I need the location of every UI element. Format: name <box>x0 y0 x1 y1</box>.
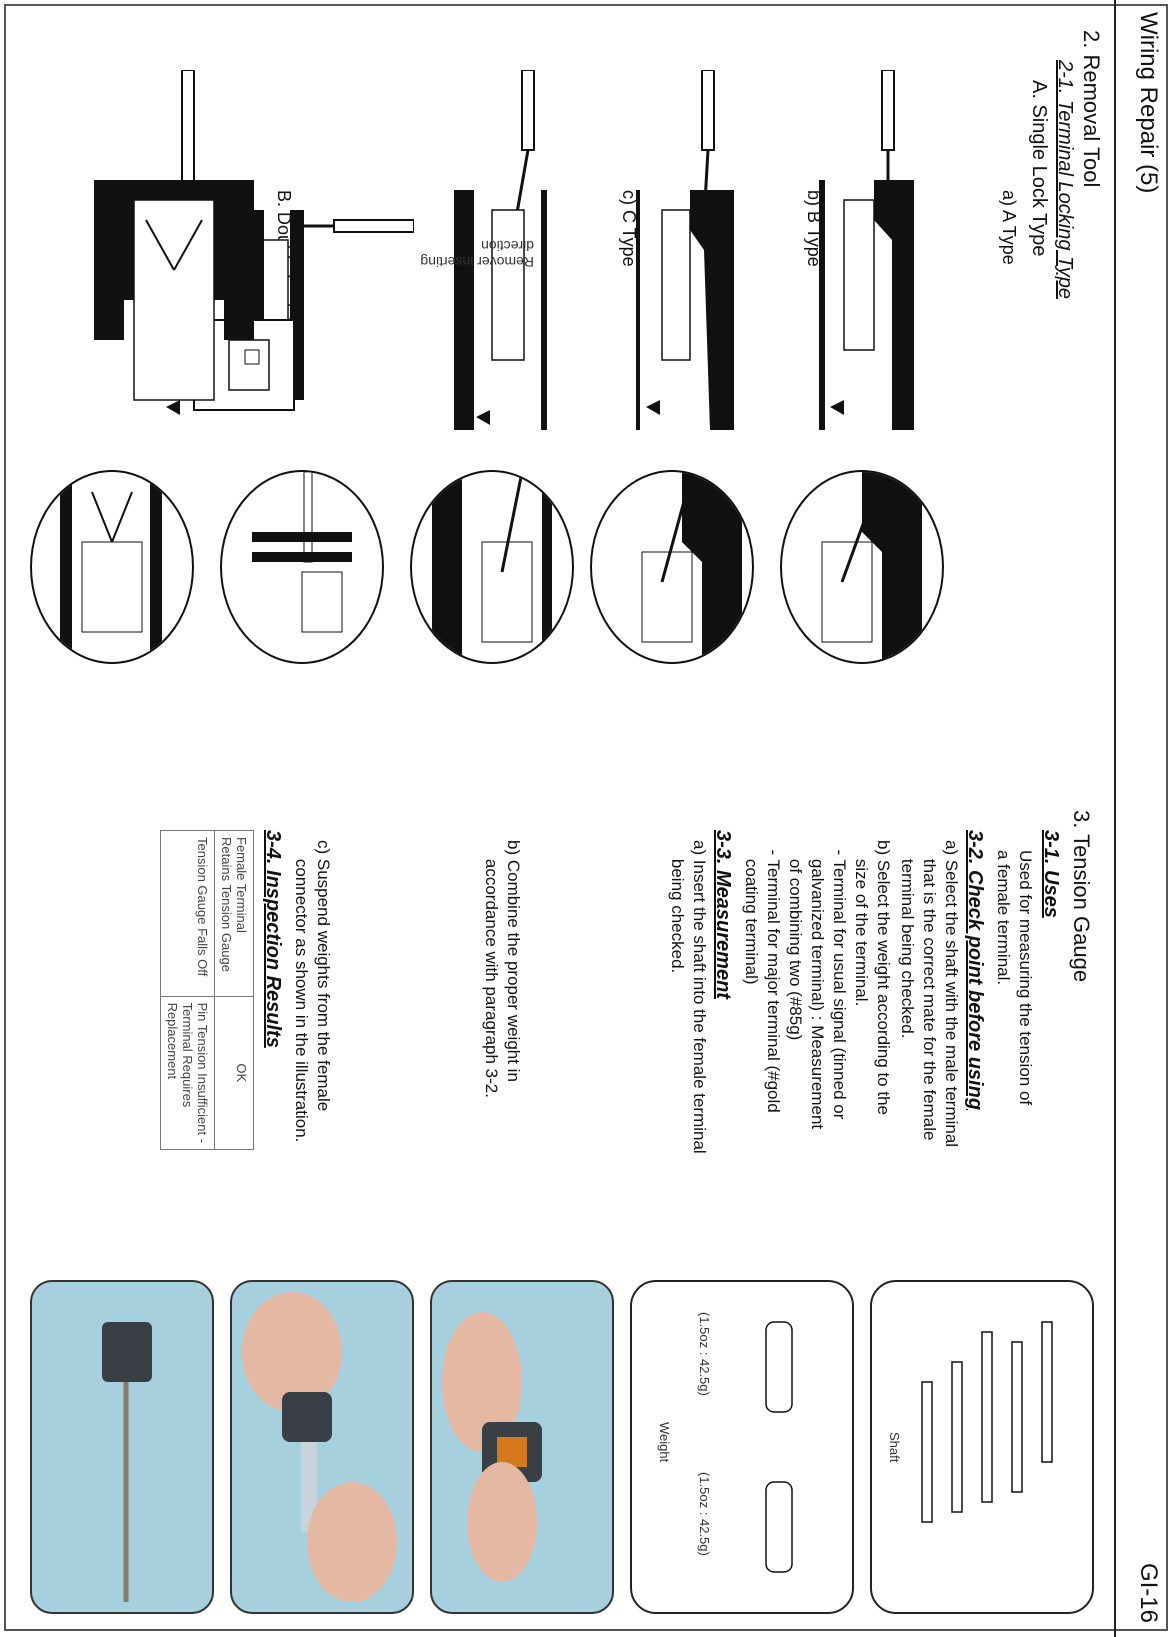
single-lock-heading: A. Single Lock Type <box>1028 80 1050 257</box>
check-heading: 3-2. Check point before using <box>964 830 986 1111</box>
weight-value-1: (1.5oz : 42.5g) <box>697 1312 712 1396</box>
measurement-a-text: a) Insert the shaft into the female terminal being checked. <box>668 840 709 1154</box>
a-type-magnified-view <box>780 470 944 664</box>
photo-insert-shaft <box>430 1280 614 1614</box>
page-title: Wiring Repair (5) <box>1135 12 1162 194</box>
result-condition: Tension Gauge Falls Off <box>161 831 215 997</box>
table-row <box>161 831 215 1150</box>
shaft-icon <box>872 1282 1092 1612</box>
a-type-diagram <box>804 70 914 430</box>
type-b-label: b) B Type <box>804 190 824 267</box>
inspection-results-table <box>160 830 254 1150</box>
check-b-text: b) Select the weight according to the size of the terminal. - Terminal for usual signal (tinned or galvanized terminal) : Measurement of combining two (#85g) - Terminal for major terminal (#gold coating terminal) <box>742 840 893 1130</box>
result-outcome: OK <box>215 996 254 1149</box>
weight-illustration-box <box>630 1280 854 1614</box>
measurement-heading: 3-3. Measurement <box>712 830 734 999</box>
table-row <box>215 831 254 1150</box>
c-type-magnified-view <box>410 470 574 664</box>
measurement-b-text: b) Combine the proper weight in accordance with paragraph 3-2. <box>482 840 523 1098</box>
result-condition: Female Terminal Retains Tension Gauge <box>215 831 254 997</box>
double-lock-diagram <box>94 70 254 430</box>
weight-label: Weight <box>657 1422 672 1463</box>
d-type-magnified-view <box>220 470 384 664</box>
terminal-locking-heading: 2-1. Terminal Locking Type <box>1054 60 1076 300</box>
double-lock-heading: B. <box>274 190 294 208</box>
type-c-label: c) C Type <box>619 190 639 267</box>
weight-value-2: (1.5oz : 42.5g) <box>697 1472 712 1556</box>
inspection-results-heading: 3-4. Inspection Results <box>262 830 284 1048</box>
b-type-magnified-view <box>590 470 754 664</box>
photo-combine-weight <box>230 1280 414 1614</box>
check-a-text: a) Select the shaft with the male terminal that is the correct mate for the female terminal being checked. <box>898 840 961 1148</box>
tension-gauge-heading: 3. Tension Gauge <box>1069 810 1094 983</box>
type-a-label: a) A Type <box>999 190 1019 265</box>
shaft-illustration-box <box>870 1280 1094 1614</box>
header-divider <box>1114 0 1116 1637</box>
photo-suspend-weight <box>30 1280 214 1614</box>
page-number: GI-16 <box>1135 1562 1162 1623</box>
b-type-diagram <box>624 70 734 430</box>
uses-heading: 3-1. Uses <box>1040 830 1062 918</box>
remover-direction-label: Remover inserting direction <box>420 238 534 270</box>
double-lock-magnified-view <box>30 470 194 664</box>
removal-tool-heading: 2. Removal Tool <box>1079 30 1104 188</box>
measurement-c-text: c) Suspend weights from the female connector as shown in the illustration. <box>292 840 333 1143</box>
uses-text: Used for measuring the tension of a female terminal. <box>994 850 1035 1106</box>
result-outcome: Pin Tension Insufficient - Terminal Requires Replacement <box>161 996 215 1149</box>
shaft-label: Shaft <box>887 1432 902 1463</box>
